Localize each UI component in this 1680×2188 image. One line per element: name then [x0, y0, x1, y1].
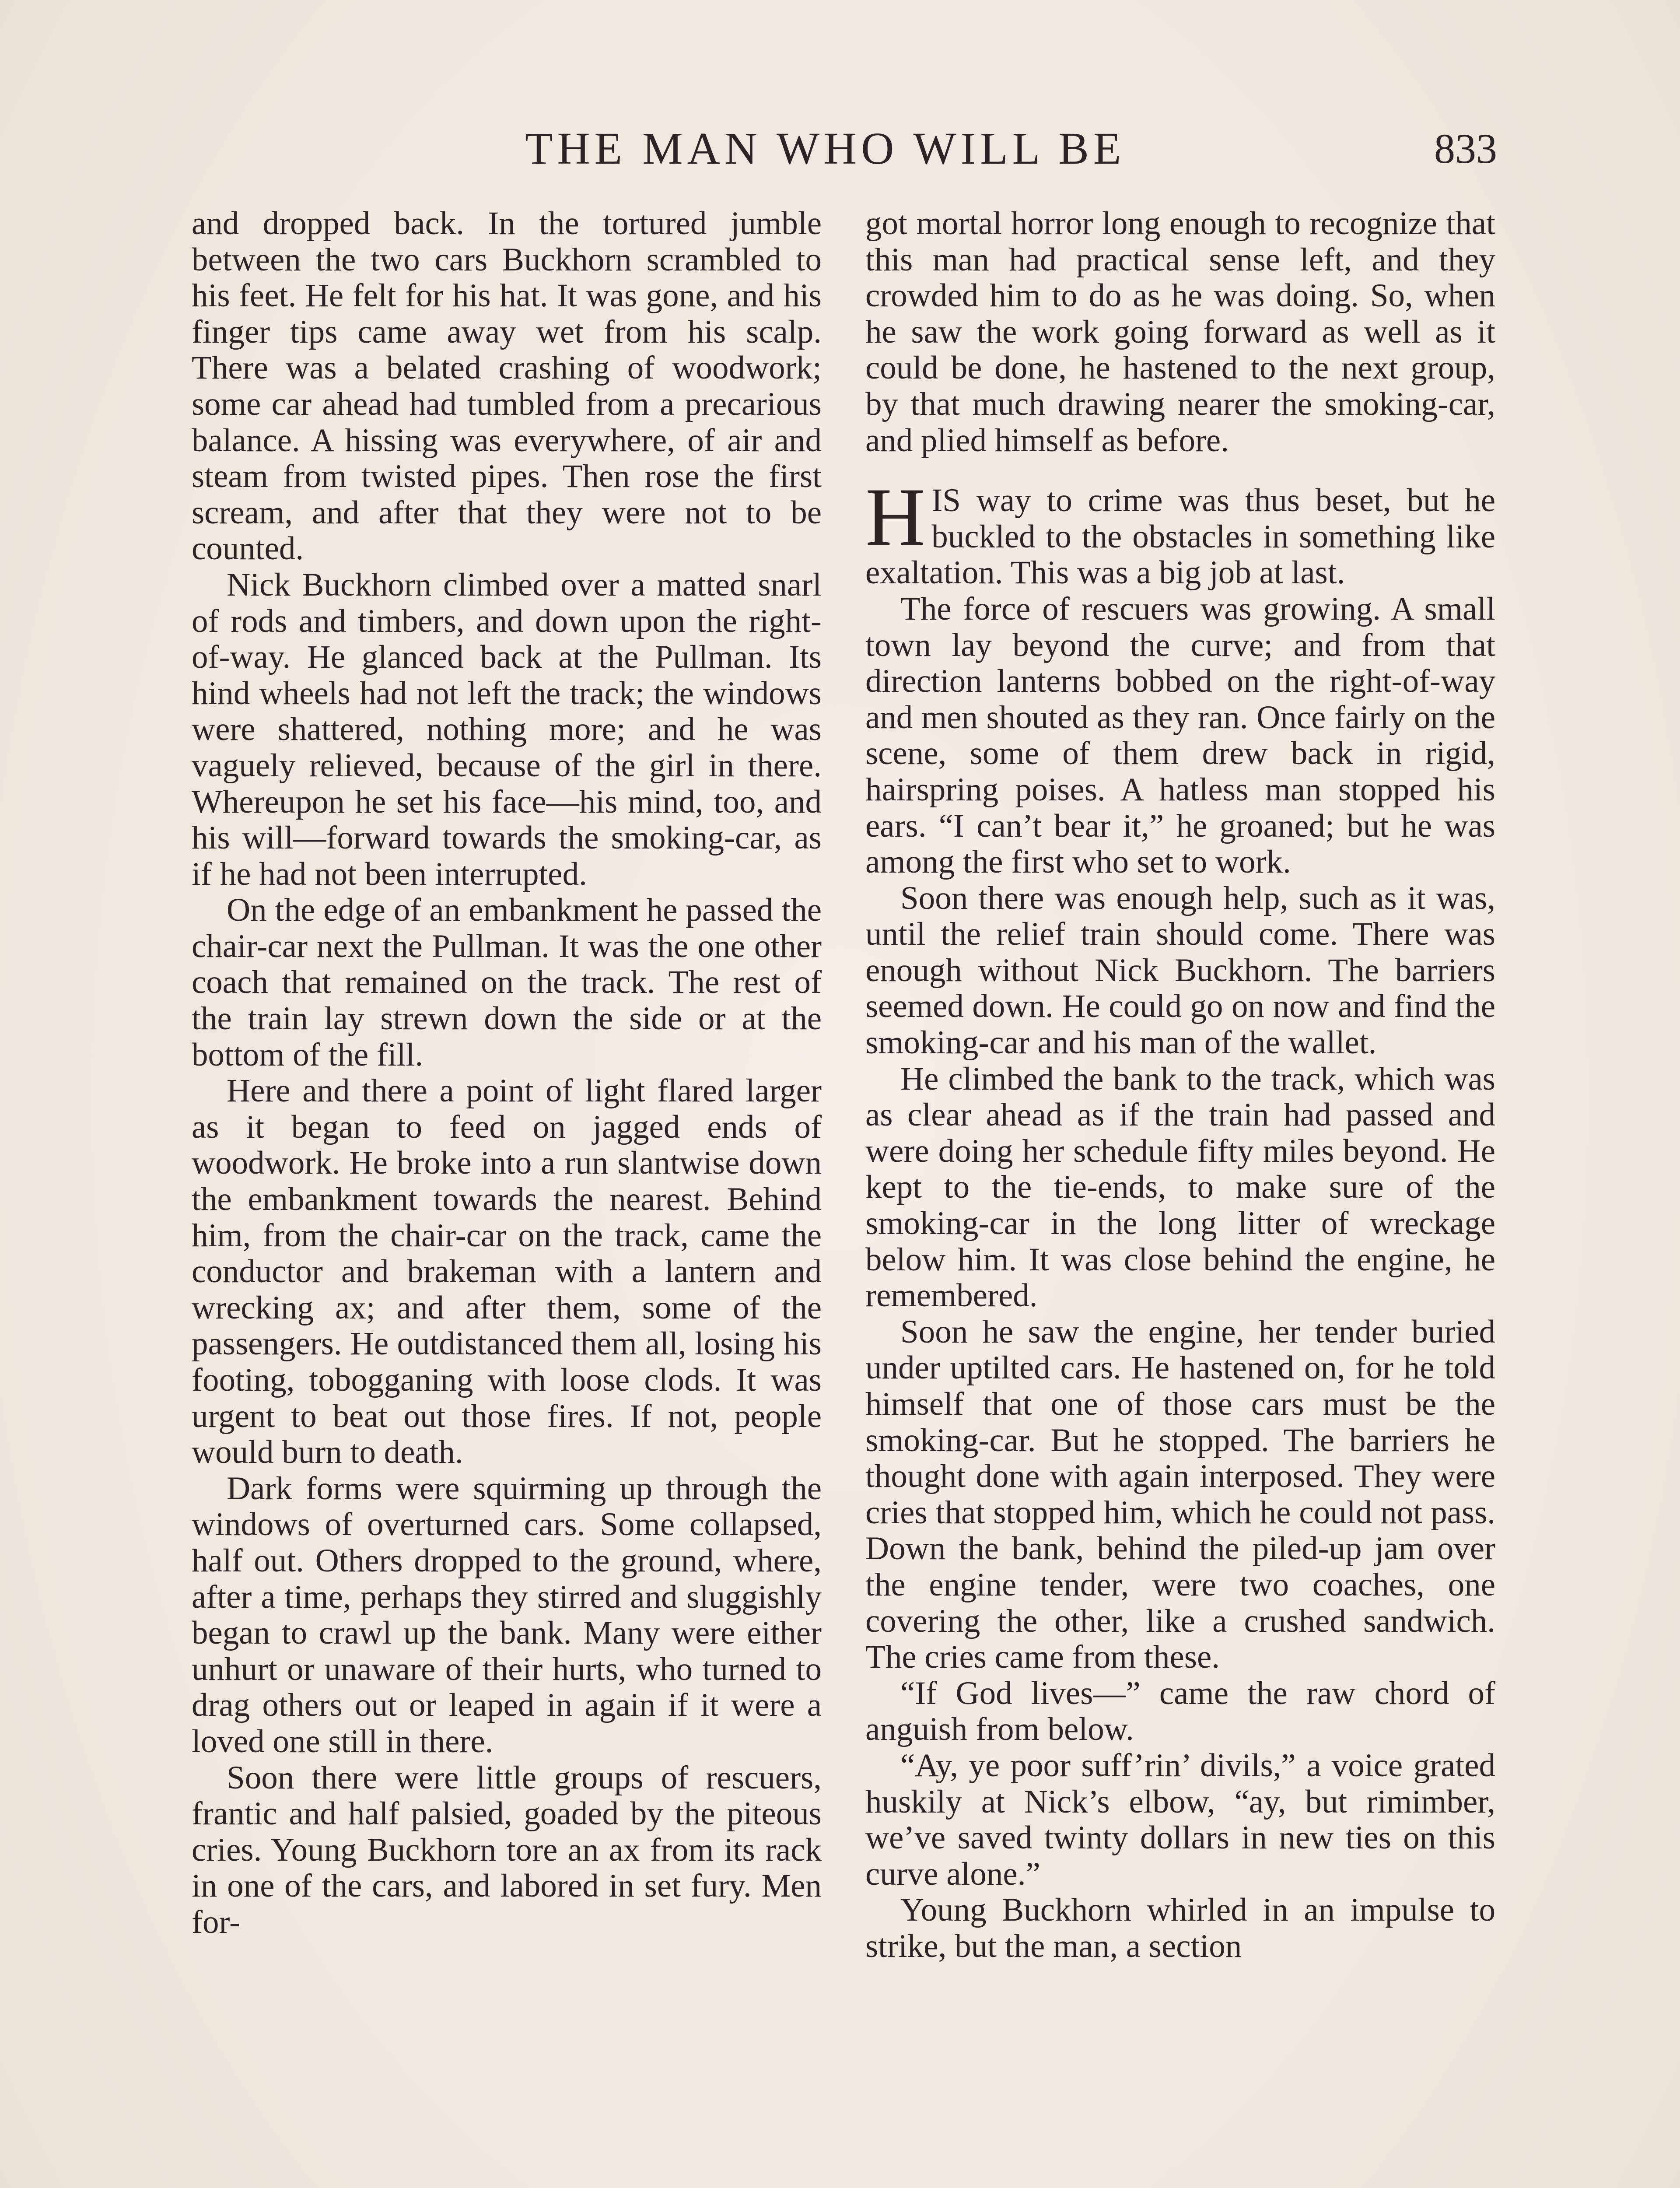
- paragraph: Soon there were little groups of rescuers, frantic and half palsied, goaded by the piteous cries. Young Buckhorn tore an ax from its rack in one of the cars, and labored in set fury. Men for-: [192, 1759, 822, 1940]
- section-opening-paragraph: [865, 471, 1495, 591]
- paragraph: Young Buckhorn whirled in an impulse to strike, but the man, a section: [865, 1892, 1495, 1964]
- paragraph: “If God lives—” came the raw chord of anguish from below.: [865, 1675, 1495, 1748]
- page-number: 833: [1434, 125, 1497, 172]
- paragraph: and dropped back. In the tortured jumble between the two cars Buckhorn scrambled to his feet. He felt for his hat. It was gone, and his finger tips came away wet from his scalp. There was a belated crashing of woodwork; some car ahead had tumbled from a precarious balance. A hissing was everywhere, of air and steam from twisted pipes. Then rose the first scream, and after that they were not to be counted.: [192, 205, 822, 567]
- left-column: [192, 206, 822, 1941]
- paragraph: Soon he saw the engine, her tender buried under uptilted cars. He hastened on, for he told himself that one of those cars must be the smoking-car. But he stopped. The barriers he thought done with again interposed. They were cries that stopped him, which he could not pass. Down the bank, behind the piled-up jam over the engine tender, were two coaches, one covering the other, like a crushed sandwich. The cries came from these.: [865, 1313, 1495, 1676]
- right-column: [865, 206, 1495, 1965]
- paragraph: “Ay, ye poor suff’rin’ divils,” a voice grated huskily at Nick’s elbow, “ay, but rimimber, we’ve saved twinty dollars in new ties on this curve alone.”: [865, 1747, 1495, 1892]
- paragraph: Soon there was enough help, such as it was, until the relief train should come. There was enough without Nick Buckhorn. The barriers seemed down. He could go on now and find the smoking-car and his man of the wallet.: [865, 880, 1495, 1061]
- paragraph: Here and there a point of light flared larger as it began to feed on jagged ends of woodwork. He broke into a run slantwise down the embankment towards the nearest. Behind him, from the chair-car on the track, came the conductor and brakeman with a lantern and wrecking ax; and after them, some of the passengers. He outdistanced them all, losing his footing, tobogganing with loose clods. It was urgent to beat out those fires. If not, people would burn to death.: [192, 1073, 822, 1471]
- paragraph: On the edge of an embankment he passed the chair-car next the Pullman. It was the one other coach that remained on the track. The rest of the train lay strewn down the side or at the bottom of the fill.: [192, 892, 822, 1073]
- drop-cap-text: IS way to crime was thus beset, but he buckled to the obstacles in something like exaltation. This was a big job at last.: [865, 482, 1495, 591]
- page-header: [0, 118, 1680, 179]
- paragraph: Nick Buckhorn climbed over a matted snarl of rods and timbers, and down upon the right-of-way. He glanced back at the Pullman. Its hind wheels had not left the track; the windows were shattered, nothing more; and he was vaguely relieved, because of the girl in there. Whereupon he set his face—his mind, too, and his will—forward towards the smoking-car, as if he had not been interrupted.: [192, 566, 822, 892]
- paragraph: He climbed the bank to the track, which was as clear ahead as if the train had passed and were doing her schedule fifty miles beyond. He kept to the tie-ends, to make sure of the smoking-car in the long litter of wreckage below him. It was close behind the engine, he remembered.: [865, 1060, 1495, 1314]
- paragraph: The force of rescuers was growing. A small town lay beyond the curve; and from that direction lanterns bobbed on the right-of-way and men shouted as they ran. Once fairly on the scene, some of them drew back in rigid, hairspring poises. A hatless man stopped his ears. “I can’t bear it,” he groaned; but he was among the first who set to work.: [865, 590, 1495, 880]
- paragraph: got mortal horror long enough to recognize that this man had practical sense left, and they crowded him to do as he was doing. So, when he saw the work going forward as well as it could be done, he hastened to the next group, by that much drawing nearer the smoking-car, and plied himself as before.: [865, 205, 1495, 459]
- drop-cap: H: [865, 471, 926, 564]
- running-title: THE MAN WHO WILL BE: [525, 123, 1126, 174]
- paragraph: Dark forms were squirming up through the windows of overturned cars. Some collapsed, half out. Others dropped to the ground, where, after a time, perhaps they stirred and sluggishly began to crawl up the bank. Many were either unhurt or unaware of their hurts, who turned to drag others out or leaped in again if it were a loved one still in there.: [192, 1470, 822, 1760]
